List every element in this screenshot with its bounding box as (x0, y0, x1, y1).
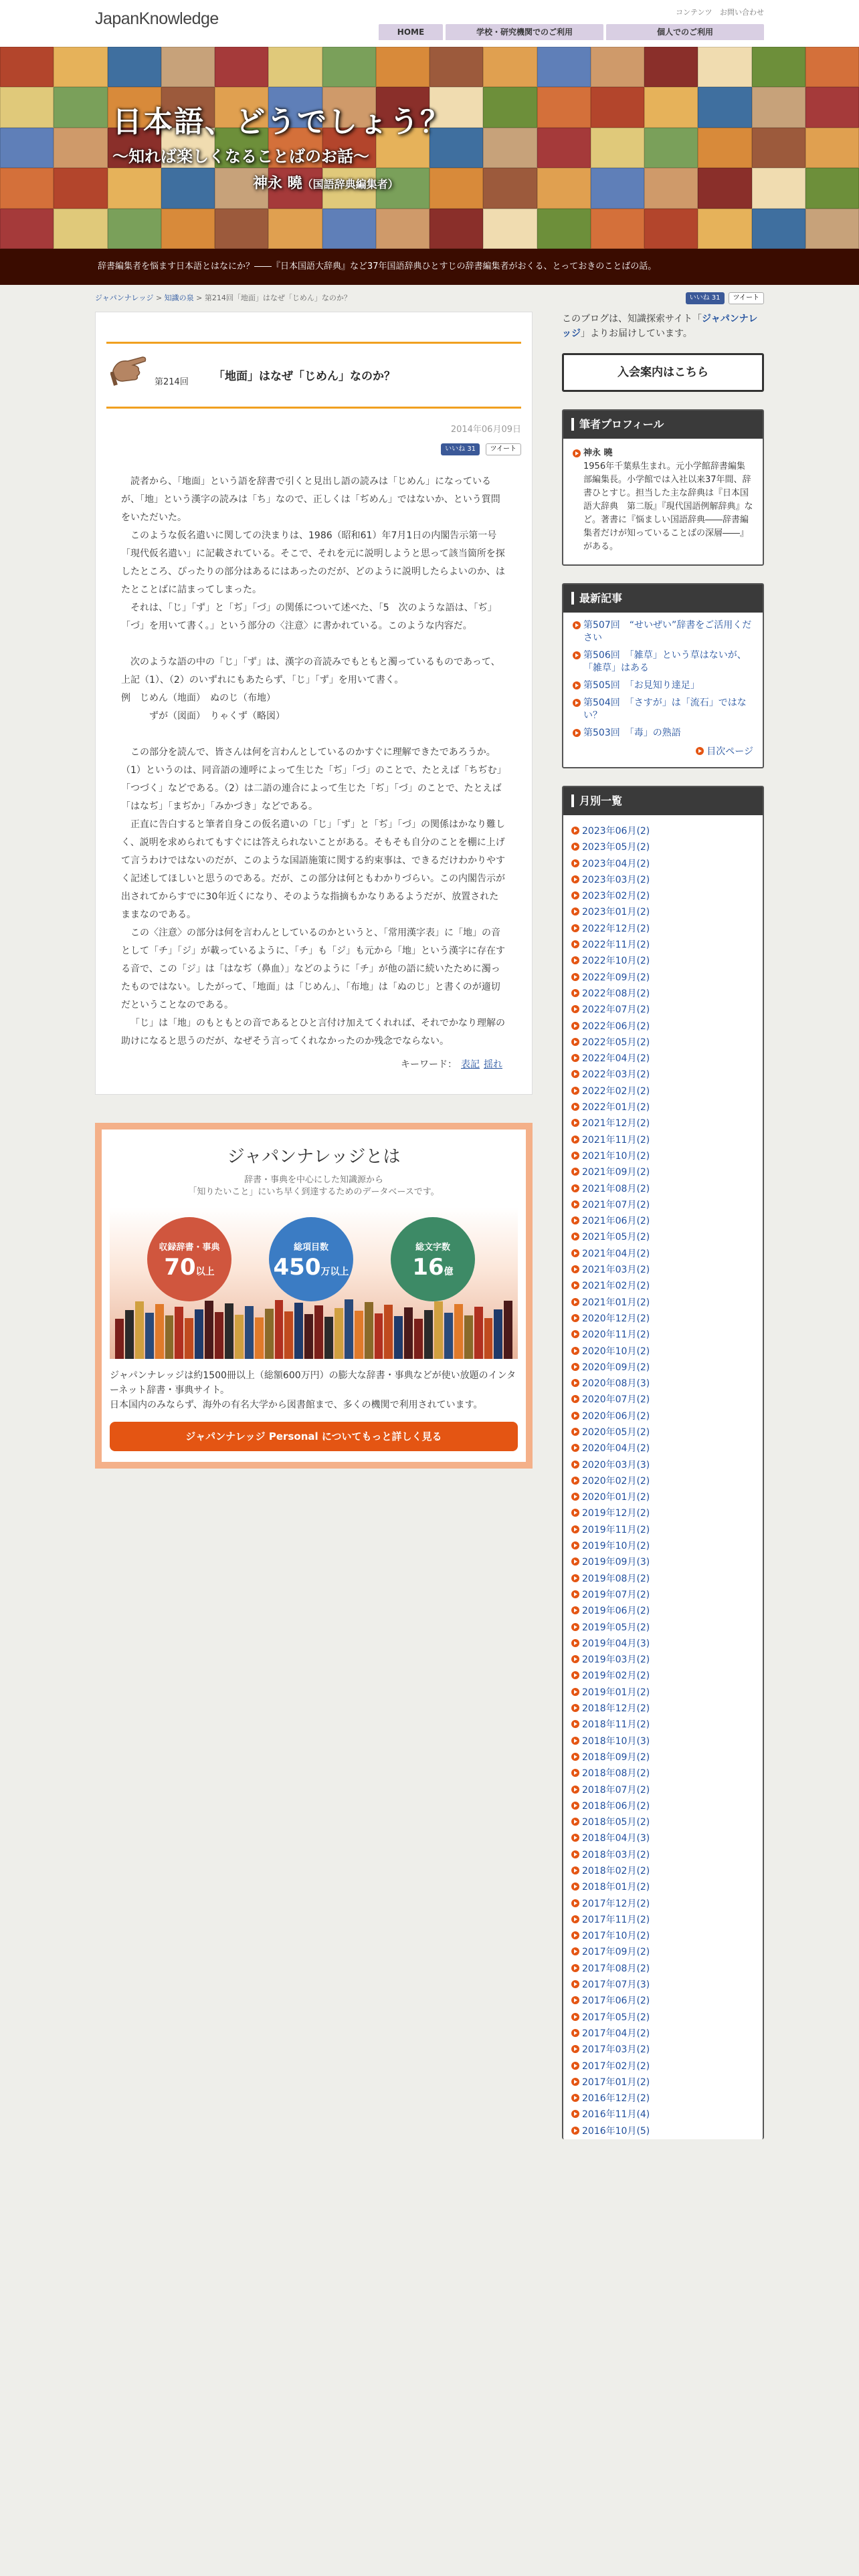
arrow-icon (571, 1931, 579, 1939)
arrow-icon (571, 1347, 579, 1355)
month-archive-link[interactable]: 2020年03月(3) (571, 1457, 755, 1473)
month-archive-link[interactable]: 2021年07月(2) (571, 1197, 755, 1213)
breadcrumb: ジャパンナレッジ > 知識の泉 > 第214回「地面」はなぜ「じめん」なのか？ いいね 31 ツイート (0, 285, 859, 312)
book-spine (464, 1315, 473, 1359)
month-archive-link[interactable]: 2017年03月(2) (571, 2042, 755, 2058)
monthly-archive-list (563, 815, 763, 2139)
latest-article-link[interactable]: 第505回 「お見知り達足」 (573, 679, 753, 692)
article-number: 第214回 (155, 377, 189, 387)
arrow-icon (573, 621, 581, 629)
month-archive-link[interactable]: 2019年03月(2) (571, 1652, 755, 1668)
arrow-icon (571, 1103, 579, 1111)
month-archive-link[interactable]: 2018年08月(2) (571, 1765, 755, 1782)
latest-article-link[interactable]: 第504回 「さすが」は「流石」ではない？ (573, 697, 753, 722)
blog-author: 神永 曉（国語辞典編集者） (253, 175, 399, 192)
month-archive-link[interactable]: 2022年09月(2) (571, 970, 755, 986)
arrow-icon (571, 1265, 579, 1273)
banner-title-block (112, 98, 451, 193)
blog-banner (0, 47, 859, 249)
arrow-icon (571, 1330, 579, 1338)
arrow-icon (571, 1720, 579, 1728)
month-archive-link[interactable]: 2021年10月(2) (571, 1148, 755, 1164)
article-header (106, 342, 521, 409)
month-archive-link[interactable]: 2022年07月(2) (571, 1002, 755, 1018)
book-spine (384, 1305, 393, 1359)
arrow-icon (571, 1704, 579, 1712)
month-archive-link[interactable]: 2022年04月(2) (571, 1051, 755, 1067)
book-spine (484, 1318, 493, 1359)
arrow-icon (571, 1883, 579, 1891)
arrow-icon (571, 1216, 579, 1224)
book-spine (444, 1313, 453, 1359)
breadcrumb-current: 第214回「地面」はなぜ「じめん」なのか？ (204, 294, 351, 302)
book-spine (185, 1318, 193, 1359)
author-name: 神永 曉 (583, 448, 613, 458)
latest-heading: 最新記事 (571, 592, 622, 605)
month-archive-link[interactable]: 2017年09月(2) (571, 1944, 755, 1960)
arrow-icon (571, 1509, 579, 1517)
arrow-icon (571, 2094, 579, 2102)
arrow-icon (571, 1915, 579, 1923)
book-spine (225, 1303, 233, 1359)
month-archive-link[interactable]: 2018年07月(2) (571, 1782, 755, 1798)
month-archive-link[interactable]: 2019年10月(2) (571, 1538, 755, 1554)
month-archive-link[interactable]: 2021年09月(2) (571, 1164, 755, 1180)
arrow-icon (696, 747, 704, 755)
arrow-icon (571, 859, 579, 867)
keyword-link[interactable]: 表記 (461, 1059, 480, 1070)
book-spine (414, 1319, 423, 1359)
author-profile-box (562, 409, 764, 566)
arrow-icon (571, 989, 579, 997)
arrow-icon (571, 1980, 579, 1988)
book-spine (304, 1314, 313, 1359)
month-archive-link[interactable]: 2020年07月(2) (571, 1392, 755, 1408)
collage-tile (0, 128, 54, 168)
latest-articles-box (562, 583, 764, 768)
month-archive-link[interactable]: 2020年09月(2) (571, 1360, 755, 1376)
collage-tile (805, 209, 859, 249)
month-archive-link[interactable]: 2020年05月(2) (571, 1424, 755, 1440)
arrow-icon (571, 827, 579, 835)
month-archive-link[interactable]: 2022年12月(2) (571, 921, 755, 937)
month-archive-link[interactable]: 2019年06月(2) (571, 1603, 755, 1619)
month-archive-link[interactable]: 2018年10月(3) (571, 1733, 755, 1749)
arrow-icon (571, 1753, 579, 1761)
arrow-icon (571, 1818, 579, 1826)
arrow-icon (571, 2062, 579, 2070)
arrow-icon (571, 1769, 579, 1777)
arrow-icon (571, 1249, 579, 1257)
paragraph: それは、「じ」「ず」と「ぢ」「づ」の関係について述べた、「5 次のような語は、「ぢ」「づ」を用いて書く。」という部分の〈注意〉に書かれている。このような内容だ。 (121, 603, 497, 631)
arrow-icon (571, 1525, 579, 1533)
arrow-icon (571, 973, 579, 981)
month-archive-link[interactable]: 2020年11月(2) (571, 1327, 755, 1343)
month-archive-link[interactable]: 2018年11月(2) (571, 1717, 755, 1733)
month-archive-link[interactable]: 2019年09月(3) (571, 1554, 755, 1570)
tweet-button[interactable]: ツイート (729, 292, 765, 304)
collage-tile (805, 87, 859, 127)
month-archive-link[interactable]: 2023年06月(2) (571, 823, 755, 839)
arrow-icon (571, 1461, 579, 1469)
arrow-icon (573, 681, 581, 689)
paragraph: このような仮名遣いに関しての決まりは、1986（昭和61）年7月1日の内閣告示第一号「現代仮名遣い」に記載されている。そこで、それを元に説明しようと思って該当箇所を探したところ、ぴったりの部分はあるにはあったのだが、どのように説明したらよいのか、はたとことばに詰まってしまった。 (121, 530, 505, 595)
blog-title: 日本語、どうでしょう？ (112, 105, 451, 139)
book-spine (284, 1311, 293, 1359)
month-archive-link[interactable]: 2019年04月(3) (571, 1636, 755, 1652)
book-spine (454, 1304, 463, 1359)
share-buttons-article (106, 443, 521, 455)
month-archive-link[interactable]: 2017年08月(2) (571, 1961, 755, 1977)
tagline-text: 辞書編集者を悩ます日本語とはなにか？――『日本国語大辞典』など37年国語辞典ひとすじの辞書編集者がおくる、とっておきのことばの話。 (98, 261, 657, 272)
arrow-icon (571, 891, 579, 899)
breadcrumb-blog[interactable]: 知識の泉 (164, 294, 194, 302)
paragraph: 次のような語の中の「じ」「ず」は、漢字の音読みでもともと濁っているものであって、上記（1）、（2）のいずれにもあたらず、「じ」「ず」を用いて書く。 (121, 657, 500, 685)
book-spine (135, 1301, 144, 1359)
book-spine (245, 1306, 254, 1359)
collage-tile (0, 47, 54, 87)
month-archive-link[interactable]: 2017年12月(2) (571, 1896, 755, 1912)
arrow-icon (571, 843, 579, 851)
month-archive-link[interactable]: 2022年05月(2) (571, 1035, 755, 1051)
arrow-icon (571, 1964, 579, 1972)
book-spine (165, 1315, 174, 1359)
arrow-icon (571, 1947, 579, 1955)
month-archive-link[interactable]: 2021年06月(2) (571, 1213, 755, 1229)
promo-description: ジャパンナレッジは約1500冊以上（総額600万円）の膨大な辞書・事典などが使い放題のインターネット辞書・事典サイト。 日本国内のみならず、海外の有名大学から図書館まで、多くの機関で利用されています。 (110, 1370, 516, 1410)
arrow-icon (571, 1493, 579, 1501)
book-spine (195, 1309, 203, 1359)
month-archive-link[interactable]: 2020年08月(3) (571, 1376, 755, 1392)
arrow-icon (571, 1184, 579, 1192)
arrow-icon (571, 1054, 579, 1062)
personal-info-button[interactable]: ジャパンナレッジ Personal についてもっと詳しく見る (110, 1422, 518, 1451)
month-archive-link[interactable]: 2023年04月(2) (571, 856, 755, 872)
arrow-icon (571, 2110, 579, 2118)
month-archive-link[interactable]: 2022年01月(2) (571, 1099, 755, 1115)
book-spine (345, 1299, 353, 1359)
promo-visual (110, 1208, 518, 1359)
book-spine (125, 1310, 134, 1359)
blog-tagline (0, 249, 859, 285)
arrow-icon (571, 1232, 579, 1241)
arrow-icon (571, 2013, 579, 2021)
month-archive-link[interactable]: 2023年01月(2) (571, 904, 755, 920)
book-spine (215, 1312, 223, 1359)
arrow-icon (571, 1087, 579, 1095)
arrow-icon (571, 1379, 579, 1387)
month-archive-link[interactable]: 2020年01月(2) (571, 1489, 755, 1505)
arrow-icon (571, 2029, 579, 2037)
arrow-icon (571, 1558, 579, 1566)
arrow-icon (571, 1136, 579, 1144)
month-archive-link[interactable]: 2022年10月(2) (571, 953, 755, 969)
month-archive-link[interactable]: 2021年01月(2) (571, 1295, 755, 1311)
latest-article-link[interactable]: 第507回 “せいぜい”辞書をご活用ください (573, 619, 753, 645)
arrow-icon (571, 1688, 579, 1696)
share-buttons-top (686, 292, 764, 304)
book-spine (155, 1304, 164, 1359)
month-archive-link[interactable]: 2017年06月(2) (571, 1993, 755, 2009)
arrow-icon (571, 1168, 579, 1176)
arrow-icon (573, 449, 581, 457)
arrow-icon (571, 1786, 579, 1794)
arrow-icon (573, 699, 581, 707)
arrow-icon (571, 1152, 579, 1160)
arrow-icon (571, 1574, 579, 1582)
paragraph: 「じ」は「地」のもともとの音であるとひと言付け加えてくれれば、それでかなり理解の助けになると思うのだが、なぜそう言ってくれなかったのか残念でならない。 (121, 1018, 505, 1047)
book-spine (115, 1319, 124, 1359)
book-spine (255, 1317, 264, 1359)
article-title: 「地面」はなぜ「じめん」なのか？ (213, 370, 395, 383)
paragraph: 正直に告白すると筆者自身この仮名遣いの「じ」「ず」と「ぢ」「づ」の関係はかなり難しく、説明を求められてもすぐには答えられないことがある。そもそも自分のことを棚に上げて言うわけではないのだが、このような国語施策に関する約束事は、できるだけわかりやすく記述してほしいと思うのである。だが、この部分は何ともわかりづらい。この内閣告示が出されてからすでに30年近くになり、そのような指摘もかなりあるようだが、放置されたままなのである。 (121, 819, 505, 920)
month-archive-link[interactable]: 2017年02月(2) (571, 2058, 755, 2074)
arrow-icon (571, 1802, 579, 1810)
nav-personal[interactable]: 個人でのご利用 (606, 24, 764, 40)
month-archive-link[interactable]: 2021年03月(2) (571, 1262, 755, 1278)
book-spine (265, 1309, 274, 1359)
book-spine (434, 1301, 443, 1359)
arrow-icon (571, 1200, 579, 1208)
profile-heading: 筆者プロフィール (571, 418, 664, 431)
keywords (121, 1056, 506, 1074)
keywords-label: キーワード： (401, 1059, 457, 1070)
month-archive-link[interactable]: 2019年12月(2) (571, 1505, 755, 1521)
japanknowledge-promo (95, 1123, 533, 1469)
facebook-like-button[interactable]: いいね 31 (441, 443, 480, 455)
month-archive-link[interactable]: 2020年04月(2) (571, 1440, 755, 1457)
monthly-heading: 月別一覧 (571, 794, 622, 807)
book-spine (275, 1300, 284, 1359)
book-spine (424, 1310, 433, 1359)
arrow-icon (571, 1541, 579, 1549)
book-spine (365, 1302, 373, 1359)
book-spine (294, 1303, 303, 1359)
example-line: 例 じめん（地面） ぬのじ（布地） (121, 693, 276, 704)
arrow-icon (571, 1005, 579, 1013)
month-archive-link[interactable]: 2021年04月(2) (571, 1246, 755, 1262)
latest-article-link[interactable]: 第503回 「毒」の熟語 (573, 727, 753, 740)
promo-title: ジャパンナレッジとは (227, 1147, 401, 1167)
month-archive-link[interactable]: 2020年06月(2) (571, 1408, 755, 1424)
book-spine (235, 1315, 244, 1359)
arrow-icon (571, 1038, 579, 1046)
arrow-icon (571, 1834, 579, 1842)
japanknowledge-link[interactable]: ジャパンナレッジ (562, 314, 758, 339)
month-archive-link[interactable]: 2019年02月(2) (571, 1668, 755, 1684)
month-archive-link[interactable]: 2018年02月(2) (571, 1863, 755, 1879)
month-archive-link[interactable]: 2023年03月(2) (571, 872, 755, 888)
paragraph: この部分を読んで、皆さんは何を言わんとしているのかすぐに理解できたであろうか。（1）というのは、同音語の連呼によって生じた「ぢ」「づ」のことで、たとえば「ちぢむ」「つづく」などである。（2）は二語の連合によって生じた「ぢ」「づ」のことで、たとえば「はなぢ」「まぢか」「みかづき」などである。 (121, 747, 506, 812)
join-guide-button[interactable]: 入会案内はこちら (562, 353, 764, 392)
arrow-icon (571, 2045, 579, 2053)
breadcrumb-home[interactable]: ジャパンナレッジ (95, 294, 154, 302)
pointing-hand-icon (110, 350, 151, 388)
book-spine (474, 1307, 483, 1359)
month-archive-link[interactable]: 2019年01月(2) (571, 1685, 755, 1701)
book-spine (205, 1301, 213, 1359)
month-archive-link[interactable]: 2022年03月(2) (571, 1067, 755, 1083)
stat-characters: 総文字数 16億 (391, 1217, 475, 1301)
arrow-icon (571, 1395, 579, 1403)
book-spine (394, 1316, 403, 1359)
month-archive-link[interactable]: 2022年06月(2) (571, 1018, 755, 1035)
stat-entries: 総項目数 450万以上 (269, 1217, 353, 1301)
arrow-icon (571, 1639, 579, 1647)
month-archive-link[interactable]: 2019年07月(2) (571, 1587, 755, 1603)
arrow-icon (571, 1363, 579, 1371)
site-header (0, 0, 859, 47)
arrow-icon (573, 729, 581, 737)
arrow-icon (571, 1899, 579, 1907)
collage-tile (805, 47, 859, 87)
author-bio: 1956年千葉県生まれ。元小学館辞書編集部編集長。小学館では入社以来37年間、辞書ひとすじ。担当した主な辞典は『日本国語大辞典 第二版』『現代国語例解辞典』など。著書に『悩ましい国語辞典――辞書編集者だけが知っていることばの深層――』がある。 (583, 461, 753, 552)
month-archive-link[interactable]: 2021年05月(2) (571, 1229, 755, 1245)
arrow-icon (571, 1444, 579, 1452)
arrow-icon (571, 1070, 579, 1078)
book-spine (145, 1313, 154, 1359)
arrow-icon (573, 651, 581, 659)
arrow-icon (571, 1314, 579, 1322)
sidebar (562, 312, 764, 2139)
contact-link[interactable]: お問い合わせ (720, 8, 764, 17)
paragraph: 読者から、「地面」という語を辞書で引くと見出し語の読みは「じめん」になっているが、「地」という漢字の読みは「ち」なので、正しくは「ぢめん」ではないか、という質問をいただいた。 (121, 476, 500, 523)
stat-dictionaries: 収録辞書・事典 70以上 (147, 1217, 231, 1301)
month-archive-link[interactable]: 2016年10月(5) (571, 2123, 755, 2139)
arrow-icon (571, 2127, 579, 2135)
month-archive-link[interactable]: 2017年05月(2) (571, 2010, 755, 2026)
month-archive-link[interactable]: 2016年12月(2) (571, 2090, 755, 2107)
book-spine (335, 1308, 343, 1359)
arrow-icon (571, 1412, 579, 1420)
month-archive-link[interactable]: 2017年11月(2) (571, 1912, 755, 1928)
arrow-icon (571, 1281, 579, 1289)
arrow-icon (571, 1996, 579, 2004)
article (95, 312, 533, 1095)
month-archive-link[interactable]: 2019年08月(2) (571, 1571, 755, 1587)
month-archive-link[interactable]: 2023年02月(2) (571, 888, 755, 904)
contents-link[interactable]: コンテンツ (676, 8, 712, 17)
tweet-button[interactable]: ツイート (486, 443, 522, 455)
collage-tile (805, 128, 859, 168)
arrow-icon (571, 1866, 579, 1874)
month-archive-link[interactable]: 2021年08月(2) (571, 1181, 755, 1197)
monthly-archive-box (562, 786, 764, 2139)
nav-institution[interactable]: 学校・研究機関でのご利用 (446, 24, 603, 40)
month-archive-link[interactable]: 2018年04月(3) (571, 1830, 755, 1846)
month-archive-link[interactable]: 2018年12月(2) (571, 1701, 755, 1717)
month-archive-link[interactable]: 2018年09月(2) (571, 1749, 755, 1765)
month-archive-link[interactable]: 2018年05月(2) (571, 1814, 755, 1830)
month-archive-link[interactable]: 2022年08月(2) (571, 986, 755, 1002)
arrow-icon (571, 1298, 579, 1306)
month-archive-link[interactable]: 2019年11月(2) (571, 1522, 755, 1538)
arrow-icon (571, 2078, 579, 2086)
index-page-link[interactable]: 目次ページ (706, 746, 753, 757)
arrow-icon (571, 956, 579, 964)
collage-tile (805, 168, 859, 208)
article-date: 2014年06月09日 (450, 425, 521, 435)
month-archive-link[interactable]: 2017年04月(2) (571, 2026, 755, 2042)
month-archive-link[interactable]: 2020年12月(2) (571, 1311, 755, 1327)
site-logo[interactable]: JapanKnowledge (95, 9, 219, 28)
month-archive-link[interactable]: 2021年12月(2) (571, 1115, 755, 1132)
month-archive-link[interactable]: 2019年05月(2) (571, 1620, 755, 1636)
month-archive-link[interactable]: 2021年11月(2) (571, 1132, 755, 1148)
book-spine (375, 1313, 383, 1359)
month-archive-link[interactable]: 2017年10月(2) (571, 1928, 755, 1944)
month-archive-link[interactable]: 2022年11月(2) (571, 937, 755, 953)
keyword-link[interactable]: 揺れ (484, 1059, 502, 1070)
month-archive-link[interactable]: 2016年11月(4) (571, 2107, 755, 2123)
month-archive-link[interactable]: 2022年02月(2) (571, 1083, 755, 1099)
global-nav (376, 24, 764, 40)
arrow-icon (571, 1477, 579, 1485)
nav-home[interactable]: HOME (379, 24, 443, 40)
arrow-icon (571, 1428, 579, 1436)
book-spine (404, 1307, 413, 1359)
collage-tile (0, 209, 54, 249)
main-column (95, 312, 533, 1469)
month-archive-link[interactable]: 2018年03月(2) (571, 1847, 755, 1863)
arrow-icon (571, 1671, 579, 1679)
book-spine (314, 1305, 323, 1359)
utility-links (670, 7, 764, 17)
month-archive-link[interactable]: 2020年02月(2) (571, 1473, 755, 1489)
arrow-icon (571, 1737, 579, 1745)
collage-tile (0, 168, 54, 208)
month-archive-link[interactable]: 2020年10月(2) (571, 1344, 755, 1360)
arrow-icon (571, 1119, 579, 1127)
month-archive-link[interactable]: 2023年05月(2) (571, 839, 755, 855)
month-archive-link[interactable]: 2017年07月(3) (571, 1977, 755, 1993)
promo-subtitle: 辞書・事典を中心にした知識源から 「知りたいこと」にいち早く到達するためのデータベースです。 (188, 1175, 440, 1197)
book-spine (504, 1301, 512, 1359)
month-archive-link[interactable]: 2018年06月(2) (571, 1798, 755, 1814)
blog-subtitle: ～知れば楽しくなることばのお話～ (112, 147, 369, 166)
arrow-icon (571, 924, 579, 932)
example-line: ずが（図面） りゃくず（略図） (149, 711, 285, 722)
bookshelf-image (110, 1299, 518, 1359)
latest-article-link[interactable]: 第506回 「雑草」という草はないが、「雑草」はある (573, 649, 753, 675)
arrow-icon (571, 1022, 579, 1030)
month-archive-link[interactable]: 2021年02月(2) (571, 1278, 755, 1294)
book-spine (355, 1311, 363, 1359)
month-archive-link[interactable]: 2017年01月(2) (571, 2074, 755, 2090)
book-spine (324, 1317, 333, 1359)
arrow-icon (571, 940, 579, 948)
arrow-icon (571, 1606, 579, 1614)
arrow-icon (571, 907, 579, 916)
month-archive-link[interactable]: 2018年01月(2) (571, 1879, 755, 1895)
paragraph: この〈注意〉の部分は何を言わんとしているのかというと、「常用漢字表」に「地」の音として「チ」「ジ」が載っているように、「チ」も「ジ」も元から「地」という漢字に存在する音で、この「ジ」は「はなぢ（鼻血）」などのように「チ」が他の語に続いたために濁ったものではない。したがって、「地面」は「じめん」、「布地」は「ぬのじ」と書くのが適切だということなのである。 (121, 928, 505, 1010)
arrow-icon (571, 1590, 579, 1598)
arrow-icon (571, 875, 579, 883)
article-body (106, 473, 521, 1074)
book-spine (494, 1309, 502, 1359)
arrow-icon (571, 1623, 579, 1631)
blog-intro: このブログは、知識探索サイト「ジャパンナレッジ」よりお届けしています。 (562, 314, 758, 339)
arrow-icon (571, 1655, 579, 1663)
book-spine (175, 1307, 183, 1359)
arrow-icon (571, 1850, 579, 1858)
facebook-like-button[interactable]: いいね 31 (686, 292, 725, 304)
collage-tile (0, 87, 54, 127)
